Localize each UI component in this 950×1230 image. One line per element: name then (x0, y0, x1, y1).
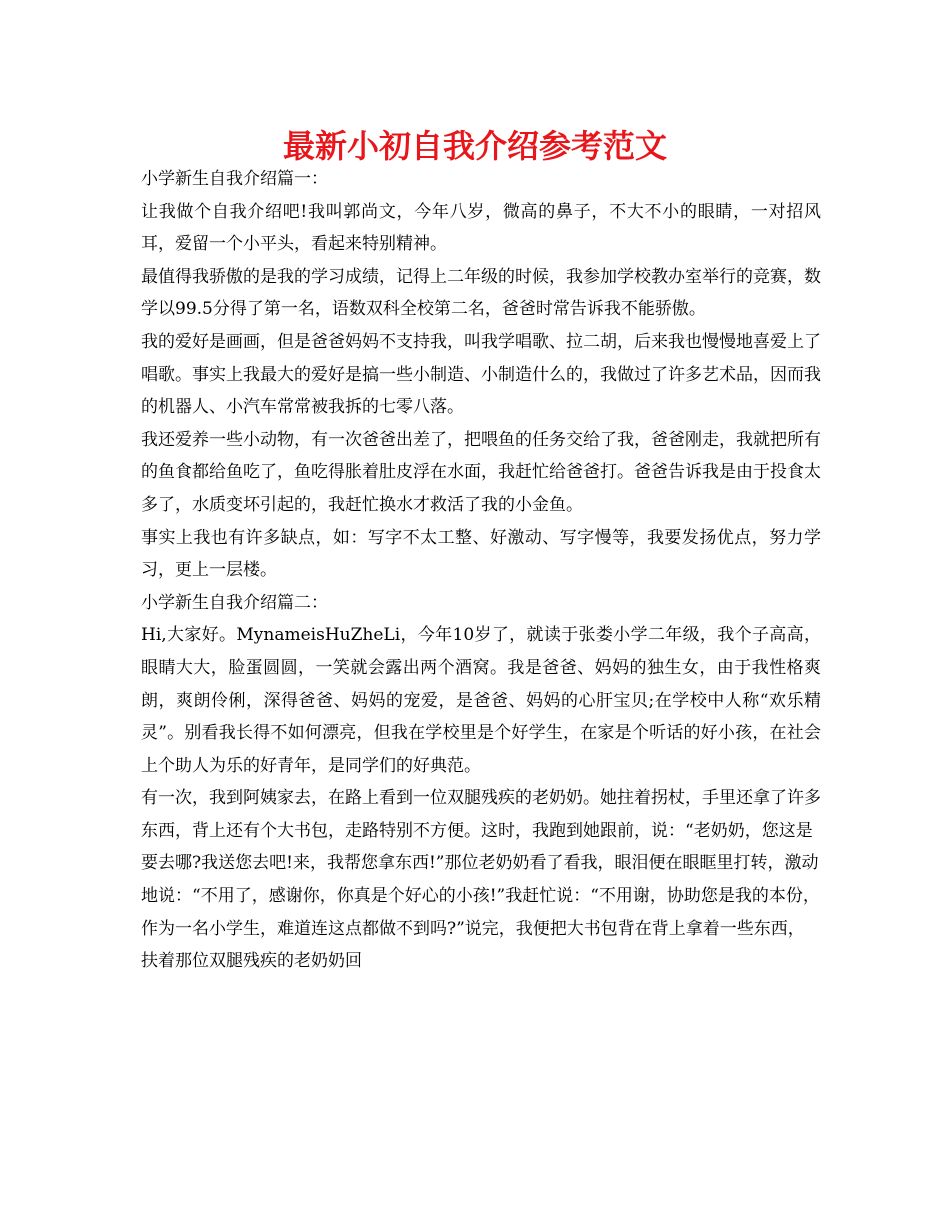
section-heading: 小学新生自我介绍篇一： (141, 169, 328, 189)
document-body (141, 163, 821, 978)
paragraph: 事实上我也有许多缺点，如：写字不太工整、好激动、写字慢等，我要发扬优点，努力学习，更上一层楼。 (141, 527, 821, 581)
paragraph: 有一次，我到阿姨家去，在路上看到一位双腿残疾的老奶奶。她拄着拐杖，手里还拿了许多东西，背上还有个大书包，走路特别不方便。这时，我跑到她跟前，说：“老奶奶，您这是要去哪?我送您去吧!来，我帮您拿东西!”那位老奶奶看了看我，眼泪便在眼眶里打转，激动地说：“不用了，感谢你，你真是个好心的小孩!”我赶忙说：“不用谢，协助您是我的本份，作为一名小学生，难道连这点都做不到吗?”说完，我便把大书包背在背上拿着一些东西，扶着那位双腿残疾的老奶奶回 (141, 788, 821, 972)
section-heading: 小学新生自我介绍篇二： (141, 592, 328, 613)
paragraph: 我的爱好是画画，但是爸爸妈妈不支持我，叫我学唱歌、拉二胡，后来我也慢慢地喜爱上了唱歌。事实上我最大的爱好是搞一些小制造、小制造什么的，我做过了许多艺术品，因而我的机器人、小汽车常常被我拆的七零八落。 (141, 331, 821, 418)
document-title: 最新小初自我介绍参考范文 (282, 127, 667, 165)
paragraph: 我还爱养一些小动物，有一次爸爸出差了，把喂鱼的任务交给了我，爸爸刚走，我就把所有的鱼食都给鱼吃了，鱼吃得胀着肚皮浮在水面，我赶忙给爸爸打。爸爸告诉我是由于投食太多了，水质变坏引起的，我赶忙换水才救活了我的小金鱼。 (141, 429, 821, 515)
paragraph: Hi,大家好。MynameisHuZheLi，今年10岁了，就读于张娄小学二年级，我个子高高，眼睛大大，脸蛋圆圆，一笑就会露出两个酒窝。我是爸爸、妈妈的独生女，由于我性格爽朗，爽朗伶俐，深得爸爸、妈妈的宠爱，是爸爸、妈妈的心肝宝贝;在学校中人称“欢乐精灵”。别看我长得不如何漂亮，但我在学校里是个好学生，在家是个听话的好小孩，在社会上个助人为乐的好青年，是同学们的好典范。 (141, 625, 821, 776)
paragraph: 最值得我骄傲的是我的学习成绩，记得上二年级的时候，我参加学校教办室举行的竞赛，数学以99.5分得了第一名，语数双科全校第二名，爸爸时常告诉我不能骄傲。 (141, 266, 821, 320)
paragraph: 让我做个自我介绍吧!我叫郭尚文，今年八岁，微高的鼻子，不大不小的眼睛，一对招风耳，爱留一个小平头，看起来特别精神。 (141, 201, 821, 255)
